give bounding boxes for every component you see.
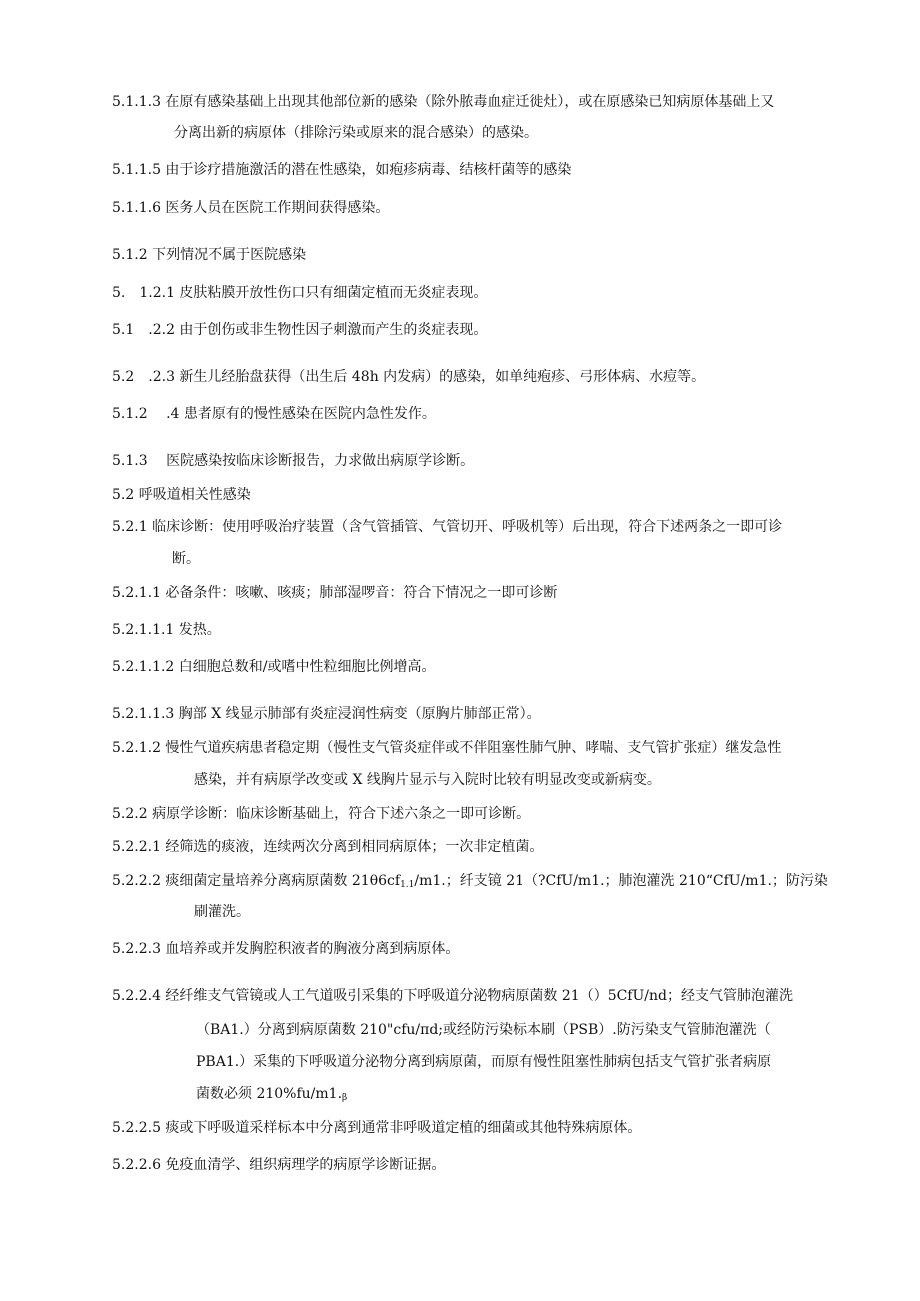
paragraph-5-2-1-1: 5.2.1.1 必备条件：咳嗽、咳痰；肺部湿啰音：符合下情况之一即可诊断	[112, 585, 558, 601]
paragraph-5-2-1-1-2: 5.2.1.1.2 白细胞总数和/或嗜中性粒细胞比例增高。	[112, 659, 436, 675]
heading-5-2: 5.2 呼吸道相关性感染	[112, 487, 251, 503]
paragraph-5-2-2-4: 5.2.2.4 经纤维支气管镜或人工气道吸引采集的下呼吸道分泌物病原菌数 21（）5CfU/nd；经支气管肺泡灌洗	[112, 988, 793, 1004]
paragraph-5-2-1-2-cont: 感染，并有病原学改变或 X 线胸片显示与入院时比较有明显改变或新病变。	[194, 772, 661, 788]
paragraph-5-2-2: 5.2.2 病原学诊断：临床诊断基础上，符合下述六条之一即可诊断。	[112, 806, 531, 822]
paragraph-5-2-1-1-3: 5.2.1.1.3 胸部 X 线显示肺部有炎症浸润性病变（原胸片肺部正常）。	[112, 706, 541, 722]
paragraph-5-2-2-1: 5.2.2.1 经筛选的痰液，连续两次分离到相同病原体；一次非定植菌。	[112, 839, 544, 855]
paragraph-5-2-2-2-text-b: /m1.；纤支镜 21（?CfU/m1.；肺泡灌洗 210“CfU/m1.；防污染	[414, 873, 828, 889]
paragraph-5-1-1-6: 5.1.1.6 医务人员在医院工作期间获得感染。	[112, 200, 390, 216]
paragraph-5-2-2-4-cont-1: （BA1.）分离到病原菌数 210"cfu/πd;或经防污染标本刷（PSB）.防污染支气管肺泡灌洗（	[196, 1022, 771, 1038]
paragraph-5-1-2-3: 5.2 .2.3 新生儿经胎盘获得（出生后 48h 内发病）的感染，如单纯疱疹、弓形体病、水痘等。	[112, 369, 706, 385]
paragraph-5-1-1-3-cont: 分离出新的病原体（排除污染或原来的混合感染）的感染。	[174, 125, 538, 141]
paragraph-5-2-2-4-cont-3-text: 菌数必须 210%fu/m1.	[196, 1086, 343, 1102]
subscript-text: 1.1	[400, 880, 415, 890]
paragraph-5-2-2-2	[112, 872, 828, 890]
paragraph-5-1-1-5: 5.1.1.5 由于诊疗措施激活的潜在性感染，如疱疹病毒、结核杆菌等的感染	[112, 162, 572, 178]
paragraph-5-2-2-2-cont: 刷灌洗。	[194, 904, 250, 920]
paragraph-5-1-2-2: 5.1 .2.2 由于创伤或非生物性因子刺激而产生的炎症表现。	[112, 322, 488, 338]
paragraph-5-2-1: 5.2.1 临床诊断：使用呼吸治疗装置（含气管插管、气管切开、呼吸机等）后出现，符合下述两条之一即可诊	[112, 519, 783, 535]
heading-5-1-2: 5.1.2 下列情况不属于医院感染	[112, 247, 307, 263]
paragraph-5-2-2-3: 5.2.2.3 血培养或并发胸腔积液者的胸液分离到病原体。	[112, 941, 460, 957]
paragraph-5-1-1-3: 5.1.1.3 在原有感染基础上出现其他部位新的感染（除外脓毒血症迁徙灶），或在原感染已知病原体基础上又	[112, 94, 775, 110]
paragraph-5-2-2-4-cont-2: PBA1.）采集的下呼吸道分泌物分离到病原菌，而原有慢性阻塞性肺病包括支气管扩张者病原	[196, 1054, 772, 1070]
paragraph-5-1-3: 5.1.3 医院感染按临床诊断报告，力求做出病原学诊断。	[112, 453, 475, 469]
paragraph-5-2-2-4-cont-3	[196, 1085, 347, 1103]
paragraph-5-2-2-2-text-a: 5.2.2.2 痰细菌定量培养分离病原菌数 21θ6cf	[112, 873, 401, 889]
paragraph-5-2-1-cont: 断。	[172, 551, 200, 567]
paragraph-5-1-2-1: 5. 1.2.1 皮肤粘膜开放性伤口只有细菌定植而无炎症表现。	[112, 285, 488, 301]
paragraph-5-2-1-2: 5.2.1.2 慢性气道疾病患者稳定期（慢性支气管炎症伴或不伴阻塞性肺气肿、哮喘、支气管扩张症）继发急性	[112, 740, 782, 756]
paragraph-5-1-2-4: 5.1.2 .4 患者原有的慢性感染在医院内急性发作。	[112, 406, 436, 422]
paragraph-5-2-2-5: 5.2.2.5 痰或下呼吸道采样标本中分离到通常非呼吸道定植的细菌或其他特殊病原体。	[112, 1120, 642, 1136]
subscript-text: β	[342, 1093, 348, 1103]
paragraph-5-2-2-6: 5.2.2.6 免疫血清学、组织病理学的病原学诊断证据。	[112, 1157, 446, 1173]
paragraph-5-2-1-1-1: 5.2.1.1.1 发热。	[112, 622, 221, 638]
